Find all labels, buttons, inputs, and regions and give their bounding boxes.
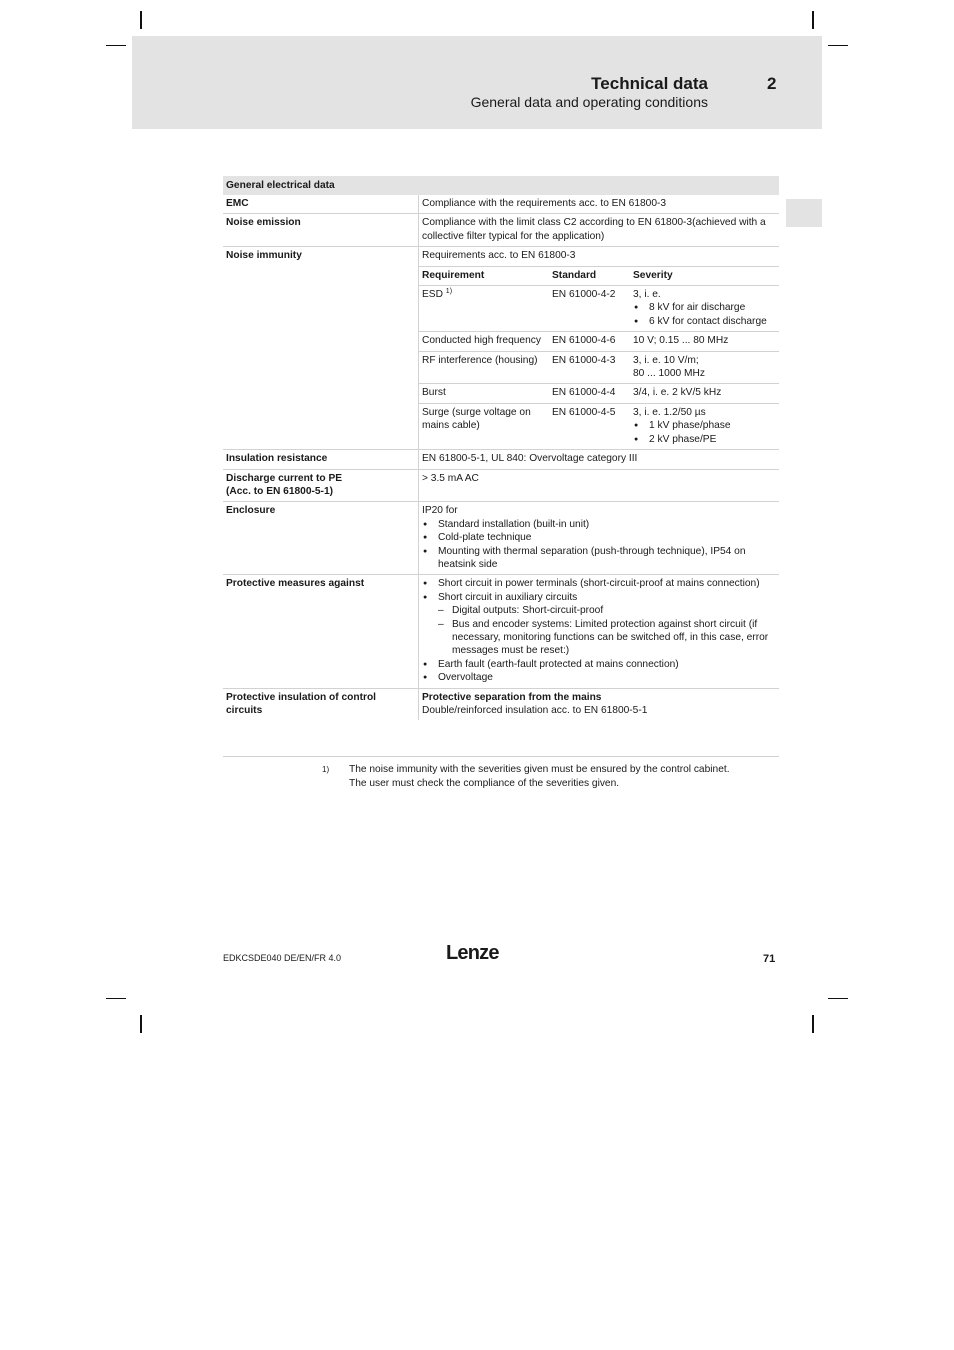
table-row-protective-measures	[223, 575, 779, 688]
table-row-noise-emission	[223, 214, 779, 247]
crop-mark	[812, 11, 814, 29]
row-label: Noise emission	[223, 214, 419, 246]
footnote-line: The noise immunity with the severities given must be ensured by the control cabinet.	[349, 764, 730, 775]
footnote-text	[349, 763, 779, 791]
row-value: Compliance with the limit class C2 according to EN 61800-3(achieved with a collective filter typical for the application)	[422, 217, 766, 242]
standard-cell: EN 61000-4-3	[552, 354, 616, 366]
column-header: Severity	[633, 269, 673, 281]
row-value: > 3.5 mA AC	[422, 472, 479, 484]
document-id: EDKCSDE040 DE/EN/FR 4.0	[223, 953, 342, 963]
crop-mark	[828, 45, 848, 46]
list-item: ● 6 kV for contact discharge	[633, 315, 776, 328]
row-label: Protective measures against	[223, 575, 419, 687]
crop-mark	[140, 11, 142, 29]
crop-mark	[828, 998, 848, 999]
severity-text: 3, i. e. 1.2/50 µs	[633, 406, 706, 418]
severity-line: 80 ... 1000 MHz	[633, 368, 705, 380]
standard-cell: EN 61000-4-6	[552, 335, 616, 347]
subtable-row-rf	[419, 352, 779, 385]
list-item: ● Cold-plate technique	[422, 531, 776, 544]
severity-list	[633, 301, 776, 328]
table-heading: General electrical data	[223, 176, 779, 195]
list-item: ● Earth fault (earth-fault protected at mains connection)	[422, 658, 776, 671]
table-row-control-insulation	[223, 689, 779, 721]
column-header: Requirement	[422, 269, 485, 281]
severity-cell	[630, 352, 779, 384]
severity-cell	[630, 286, 779, 331]
page-number: 71	[763, 953, 776, 965]
requirement-cell	[419, 286, 549, 331]
noise-immunity-subtable	[419, 247, 779, 449]
row-value: Compliance with the requirements acc. to EN 61800-3	[422, 198, 667, 209]
list-item: ● Standard installation (built-in unit)	[422, 518, 776, 531]
table-row-insulation	[223, 450, 779, 469]
row-value: EN 61800-5-1, UL 840: Overvoltage category III	[422, 453, 638, 465]
enclosure-intro: IP20 for	[422, 505, 458, 517]
row-label: Noise immunity	[223, 247, 419, 449]
severity-cell: 3/4, i. e. 2 kV/5 kHz	[633, 387, 722, 399]
subtable-row-esd	[419, 286, 779, 332]
footnote-line: The user must check the compliance of the severities given.	[349, 778, 620, 789]
row-label: Enclosure	[223, 502, 419, 574]
sub-list-item: – Digital outputs: Short-circuit-proof	[438, 604, 776, 617]
requirement-cell: Conducted high frequency	[422, 335, 541, 347]
chapter-number: 2	[767, 74, 777, 93]
subtable-row-conducted	[419, 332, 779, 351]
severity-cell	[630, 404, 779, 449]
lenze-logo: Lenze	[446, 942, 499, 964]
list-item-text: Short circuit in auxiliary circuits	[438, 591, 578, 603]
severity-text: 3, i. e.	[633, 289, 661, 301]
list-item: ● Overvoltage	[422, 671, 776, 684]
footnote-ref: 1)	[445, 288, 453, 296]
chapter-tab	[786, 199, 822, 227]
severity-line: 3, i. e. 10 V/m;	[633, 354, 699, 366]
footnote	[223, 756, 779, 791]
label-line: (Acc. to EN 61800-5-1)	[226, 485, 334, 497]
table-row-emc	[223, 195, 779, 214]
table-row-discharge	[223, 470, 779, 503]
footnote-mark: 1)	[322, 765, 330, 774]
label-line: Discharge current to PE	[226, 472, 343, 484]
header-band	[132, 36, 822, 129]
column-header: Standard	[552, 269, 597, 281]
severity-list	[633, 419, 776, 446]
crop-mark	[140, 1015, 142, 1033]
requirement-cell: Surge (surge voltage on mains cable)	[422, 406, 531, 432]
standard-cell: EN 61000-4-5	[552, 406, 616, 418]
row-label: EMC	[223, 195, 419, 213]
crop-mark	[106, 998, 126, 999]
chapter-title: Technical data	[591, 74, 708, 93]
subtable-row-surge	[419, 404, 779, 449]
list-item: ● 8 kV for air discharge	[633, 301, 776, 314]
row-value	[419, 575, 779, 687]
list-item: ● 1 kV phase/phase	[633, 419, 776, 432]
row-value	[419, 502, 779, 574]
list-item: ● 2 kV phase/PE	[633, 433, 776, 446]
subtable-row-burst	[419, 384, 779, 403]
requirement-cell: Burst	[422, 387, 446, 399]
row-value	[419, 689, 779, 721]
list-item	[422, 591, 776, 658]
requirement-text: ESD	[422, 289, 443, 301]
crop-mark	[812, 1015, 814, 1033]
list-item: ● Mounting with thermal separation (push-through technique), IP54 on heatsink side	[422, 545, 776, 572]
severity-cell: 10 V; 0.15 ... 80 MHz	[633, 335, 729, 347]
list-item: ● Short circuit in power terminals (short-circuit-proof at mains connection)	[422, 577, 776, 590]
table-row-noise-immunity	[223, 247, 779, 450]
subtable-intro-text: Requirements acc. to EN 61800-3	[422, 250, 576, 262]
subtable-intro	[419, 247, 779, 266]
chapter-subtitle: General data and operating conditions	[470, 94, 708, 110]
subtable-header-row	[419, 267, 779, 286]
sub-list-item: – Bus and encoder systems: Limited protection against short circuit (if necessary, monitoring functions can be switched off, in this case, error messages must be reset:)	[438, 618, 776, 658]
standard-cell: EN 61000-4-4	[552, 387, 616, 399]
requirement-cell: RF interference (housing)	[422, 354, 538, 366]
value-text: Double/reinforced insulation acc. to EN 61800-5-1	[422, 705, 648, 716]
value-title: Protective separation from the mains	[422, 691, 602, 703]
row-label: Insulation resistance	[223, 450, 419, 468]
row-label	[223, 470, 419, 502]
row-label: Protective insulation of control circuits	[223, 689, 419, 721]
enclosure-list	[422, 518, 776, 572]
sub-list	[438, 604, 776, 658]
crop-mark	[106, 45, 126, 46]
general-electrical-data-table	[223, 176, 779, 720]
table-row-enclosure	[223, 502, 779, 575]
standard-cell: EN 61000-4-2	[552, 289, 616, 301]
protective-list	[422, 577, 776, 684]
